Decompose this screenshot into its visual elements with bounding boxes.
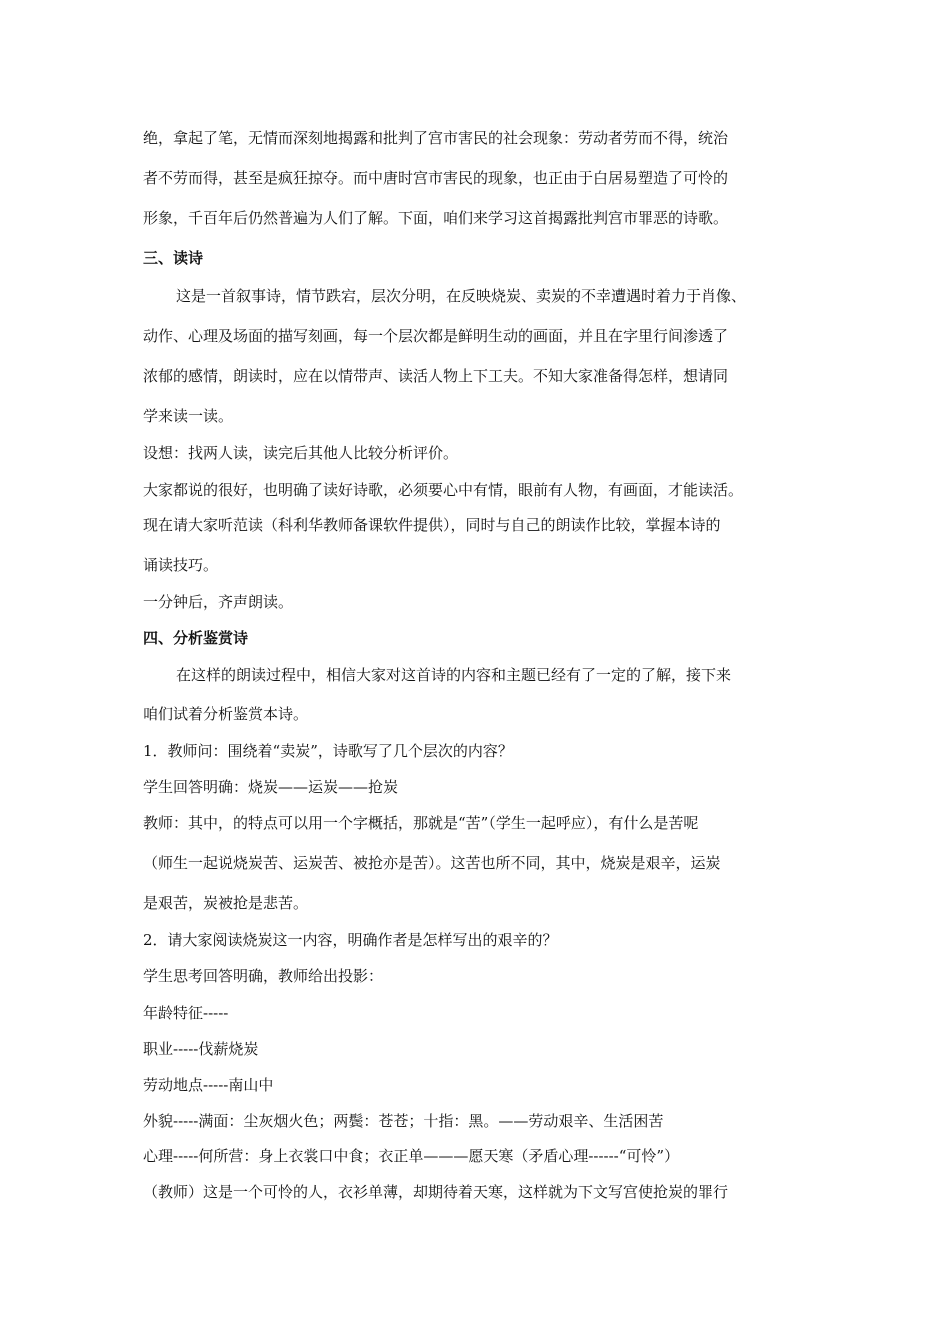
- paragraph-line: 绝，拿起了笔，无情而深刻地揭露和批判了宫市害民的社会现象：劳动者劳而不得，统治: [143, 129, 729, 147]
- paragraph-line: 职业-----伐薪烧炭: [143, 1040, 259, 1058]
- paragraph-line: 是艰苦，炭被抢是悲苦。: [143, 894, 309, 912]
- paragraph-line: 浓郁的感情，朗读时，应在以情带声、读活人物上下工夫。不知大家准备得怎样，想请同: [143, 367, 729, 385]
- paragraph-line: （师生一起说烧炭苦、运炭苦、被抢亦是苦）。这苦也所不同，其中，烧炭是艰辛，运炭: [143, 854, 721, 872]
- paragraph-line: 咱们试着分析鉴赏本诗。: [143, 705, 309, 723]
- paragraph-line: 学来读一读。: [143, 407, 234, 425]
- paragraph-line: 劳动地点-----南山中: [143, 1076, 274, 1094]
- paragraph-line: 外貌-----满面：尘灰烟火色；两鬓：苍苍；十指：黑。——劳动艰辛、生活困苦: [143, 1112, 664, 1130]
- paragraph-line: 年龄特征-----: [143, 1004, 229, 1022]
- paragraph-line: 这是一首叙事诗，情节跌宕，层次分明，在反映烧炭、卖炭的不幸遭遇时着力于肖像、: [176, 287, 747, 305]
- paragraph-line: 在这样的朗读过程中，相信大家对这首诗的内容和主题已经有了一定的了解，接下来: [176, 666, 732, 684]
- section-heading: 三、读诗: [143, 249, 204, 267]
- paragraph-line: 学生回答明确：烧炭——运炭——抢炭: [143, 778, 399, 796]
- paragraph-line: 动作、心理及场面的描写刻画，每一个层次都是鲜明生动的画面，并且在字里行间渗透了: [143, 327, 729, 345]
- section-heading: 四、分析鉴赏诗: [143, 629, 249, 647]
- paragraph-line: 诵读技巧。: [143, 556, 219, 574]
- paragraph-line: 教师：其中，的特点可以用一个字概括，那就是“苦”（学生一起呼应），有什么是苦呢: [143, 814, 699, 832]
- paragraph-line: 1．教师问：围绕着“卖炭”，诗歌写了几个层次的内容？: [143, 742, 513, 760]
- paragraph-line: 设想：找两人读，读完后其他人比较分析评价。: [143, 444, 459, 462]
- paragraph-line: 形象，千百年后仍然普遍为人们了解。下面，咱们来学习这首揭露批判宫市罪恶的诗歌。: [143, 209, 729, 227]
- paragraph-line: 者不劳而得，甚至是疯狂掠夺。而中唐时宫市害民的现象，也正由于白居易塑造了可怜的: [143, 169, 729, 187]
- paragraph-line: 现在请大家听范读（科利华教师备课软件提供），同时与自己的朗读作比较，掌握本诗的: [143, 516, 721, 534]
- paragraph-line: 大家都说的很好，也明确了读好诗歌，必须要心中有情，眼前有人物，有画面，才能读活。: [143, 481, 744, 499]
- paragraph-line: （教师）这是一个可怜的人，衣衫单薄，却期待着天寒，这样就为下文写宫使抢炭的罪行: [143, 1183, 729, 1201]
- paragraph-line: 学生思考回答明确，教师给出投影：: [143, 967, 384, 985]
- paragraph-line: 一分钟后，齐声朗读。: [143, 593, 294, 611]
- paragraph-line: 2．请大家阅读烧炭这一内容，明确作者是怎样写出的艰辛的？: [143, 931, 558, 949]
- paragraph-line: 心理-----何所营：身上衣裳口中食；衣正单———愿天寒（矛盾心理------“可怜”）: [143, 1147, 680, 1165]
